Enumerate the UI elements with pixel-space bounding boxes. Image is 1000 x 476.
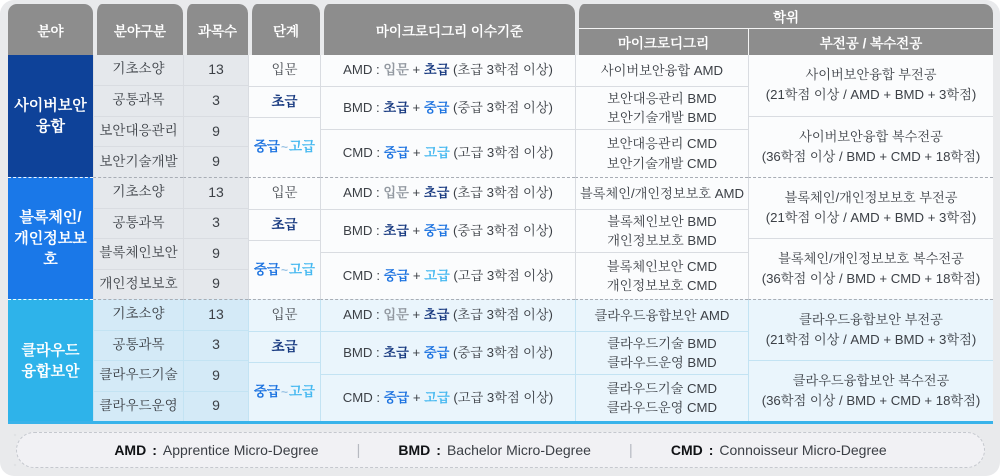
level-intro: 입문	[271, 185, 298, 201]
subject-count-column	[183, 55, 248, 177]
header-micro-degree: 마이크로디그리	[579, 29, 749, 55]
field-line: 사이버보안	[14, 97, 87, 114]
minor-double-major-column	[748, 177, 993, 299]
level-intro: 입문	[271, 307, 298, 323]
category-cell: 블록체인보안	[94, 238, 183, 269]
criteria-bmd: BMD : 초급 + 중급 (중급 3학점 이상)	[321, 209, 575, 252]
level-adv: 고급	[289, 261, 316, 277]
criteria-bmd: BMD : 초급 + 중급 (중급 3학점 이상)	[321, 86, 575, 129]
minor-cell: 사이버보안융합 부전공 (21학점 이상 / AMD + BMD + 3학점)	[765, 67, 977, 103]
header-minor-double-major: 부전공 / 복수전공	[819, 36, 923, 51]
count-cell: 9	[184, 238, 248, 269]
criteria-amd: AMD : 입문 + 초급 (초급 3학점 이상)	[343, 307, 553, 323]
count-cell: 13	[208, 61, 224, 78]
md-cell: 블록체인/개인정보보호 AMD	[579, 185, 745, 201]
level-mid-adv	[249, 117, 320, 177]
level-mid: 중급	[253, 261, 280, 277]
micro-degree-column	[575, 299, 748, 421]
subject-count-column	[183, 177, 248, 299]
category-cell: 클라우드기술	[94, 360, 183, 391]
level-basic: 초급	[249, 86, 320, 117]
category-cell: 클라우드운영	[94, 391, 183, 422]
double-major-cell: 클라우드융합보안 복수전공 (36학점 이상 / BMD + CMD + 18학점)	[749, 360, 993, 421]
field-line: 블록체인/	[19, 209, 82, 226]
criteria-cmd: CMD : 중급 + 고급 (고급 3학점 이상)	[321, 129, 575, 177]
md-cell: 사이버보안융합 AMD	[600, 62, 724, 78]
field-label-cloud-security	[8, 299, 93, 421]
field-label-cyber-security	[8, 55, 93, 177]
criteria-column	[320, 299, 575, 421]
criteria-column	[320, 177, 575, 299]
count-cell: 9	[184, 116, 248, 147]
field-line: 클라우드	[21, 341, 80, 359]
count-cell: 3	[184, 330, 248, 361]
md-cell: 보안대응관리 CMD 보안기술개발 CMD	[576, 129, 748, 177]
category-cell: 보안기술개발	[94, 146, 183, 177]
count-cell: 9	[184, 146, 248, 177]
field-label-blockchain-privacy	[8, 177, 93, 299]
count-cell: 9	[184, 360, 248, 391]
count-cell: 3	[184, 85, 248, 116]
field-line: 개인정보보호	[14, 230, 87, 268]
legend-divider: |	[628, 441, 633, 459]
level-mid: 중급	[253, 139, 280, 155]
category-cell: 공통과목	[94, 85, 183, 116]
category-cell: 공통과목	[94, 330, 183, 361]
md-cell: 클라우드기술 BMD 클라우드운영 BMD	[576, 331, 748, 374]
category-cell: 기초소양	[112, 306, 165, 322]
header-field: 분야	[8, 4, 93, 55]
category-column	[93, 177, 183, 299]
legend-item-cmd: CMD : Connoisseur Micro-Degree	[670, 442, 887, 458]
level-column	[248, 55, 320, 177]
minor-cell: 블록체인/개인정보보호 부전공 (21학점 이상 / AMD + BMD + 3학점)	[765, 190, 977, 225]
group-cloud-security	[8, 299, 993, 421]
level-column	[248, 299, 320, 421]
double-major-cell: 사이버보안융합 복수전공 (36학점 이상 / BMD + CMD + 18학점)	[749, 116, 993, 178]
legend-item-amd: AMD : Apprentice Micro-Degree	[114, 442, 319, 458]
count-cell: 9	[184, 269, 248, 300]
level-adv: 고급	[289, 383, 316, 399]
level-mid-adv	[249, 362, 320, 421]
legend-item-bmd: BMD : Bachelor Micro-Degree	[398, 442, 591, 458]
md-cell: 보안대응관리 BMD 보안기술개발 BMD	[576, 86, 748, 129]
category-cell: 기초소양	[112, 184, 165, 200]
category-cell: 기초소양	[112, 61, 165, 77]
group-blockchain-privacy	[8, 177, 993, 299]
minor-double-major-column	[748, 55, 993, 177]
category-cell: 개인정보보호	[94, 269, 183, 300]
level-mid-adv	[249, 240, 320, 299]
header-subject-count: 과목수	[183, 4, 248, 55]
count-cell: 13	[208, 305, 224, 322]
count-cell: 9	[184, 391, 248, 422]
header-field-category: 분야구분	[93, 4, 183, 55]
minor-cell: 클라우드융합보안 부전공 (21학점 이상 / AMD + BMD + 3학점)	[765, 312, 977, 347]
table-header	[8, 4, 993, 55]
criteria-bmd: BMD : 초급 + 중급 (중급 3학점 이상)	[321, 331, 575, 374]
field-line: 융합	[36, 118, 65, 135]
header-completion-criteria: 마이크로디그리 이수기준	[320, 4, 575, 55]
criteria-column	[320, 55, 575, 177]
count-cell: 13	[208, 183, 224, 200]
micro-degree-column	[575, 55, 748, 177]
level-column	[248, 177, 320, 299]
micro-degree-column	[575, 177, 748, 299]
level-basic: 초급	[249, 209, 320, 240]
legend-divider: |	[356, 441, 361, 459]
criteria-cmd: CMD : 중급 + 고급 (고급 3학점 이상)	[321, 252, 575, 299]
criteria-amd: AMD : 입문 + 초급 (초급 3학점 이상)	[343, 62, 553, 78]
md-cell: 클라우드기술 CMD 클라우드운영 CMD	[576, 374, 748, 421]
field-line: 융합보안	[21, 362, 80, 380]
level-adv: 고급	[289, 139, 316, 155]
level-intro: 입문	[271, 62, 298, 78]
header-degree-group	[575, 4, 993, 55]
criteria-amd: AMD : 입문 + 초급 (초급 3학점 이상)	[343, 185, 553, 201]
header-degree-subrow	[579, 29, 993, 55]
category-column	[93, 299, 183, 421]
tilde: ~	[280, 262, 288, 277]
level-basic: 초급	[249, 331, 320, 362]
minor-double-major-column	[748, 299, 993, 421]
header-degree-title: 학위	[579, 4, 993, 29]
md-cell: 블록체인보안 BMD 개인정보보호 BMD	[576, 209, 748, 252]
tilde: ~	[280, 140, 288, 155]
category-cell: 공통과목	[94, 208, 183, 239]
criteria-cmd: CMD : 중급 + 고급 (고급 3학점 이상)	[321, 374, 575, 421]
header-level: 단계	[248, 4, 320, 55]
legend-bar	[16, 432, 985, 468]
level-mid: 중급	[253, 383, 280, 399]
md-cell: 블록체인보안 CMD 개인정보보호 CMD	[576, 252, 748, 299]
table-body	[8, 55, 993, 424]
md-cell: 클라우드융합보안 AMD	[594, 307, 730, 323]
count-cell: 3	[184, 208, 248, 239]
category-column	[93, 55, 183, 177]
group-cyber-security	[8, 55, 993, 177]
category-cell: 보안대응관리	[94, 116, 183, 147]
double-major-cell: 블록체인/개인정보보호 복수전공 (36학점 이상 / BMD + CMD + 18학점)	[749, 238, 993, 299]
tilde: ~	[280, 384, 288, 399]
subject-count-column	[183, 299, 248, 421]
